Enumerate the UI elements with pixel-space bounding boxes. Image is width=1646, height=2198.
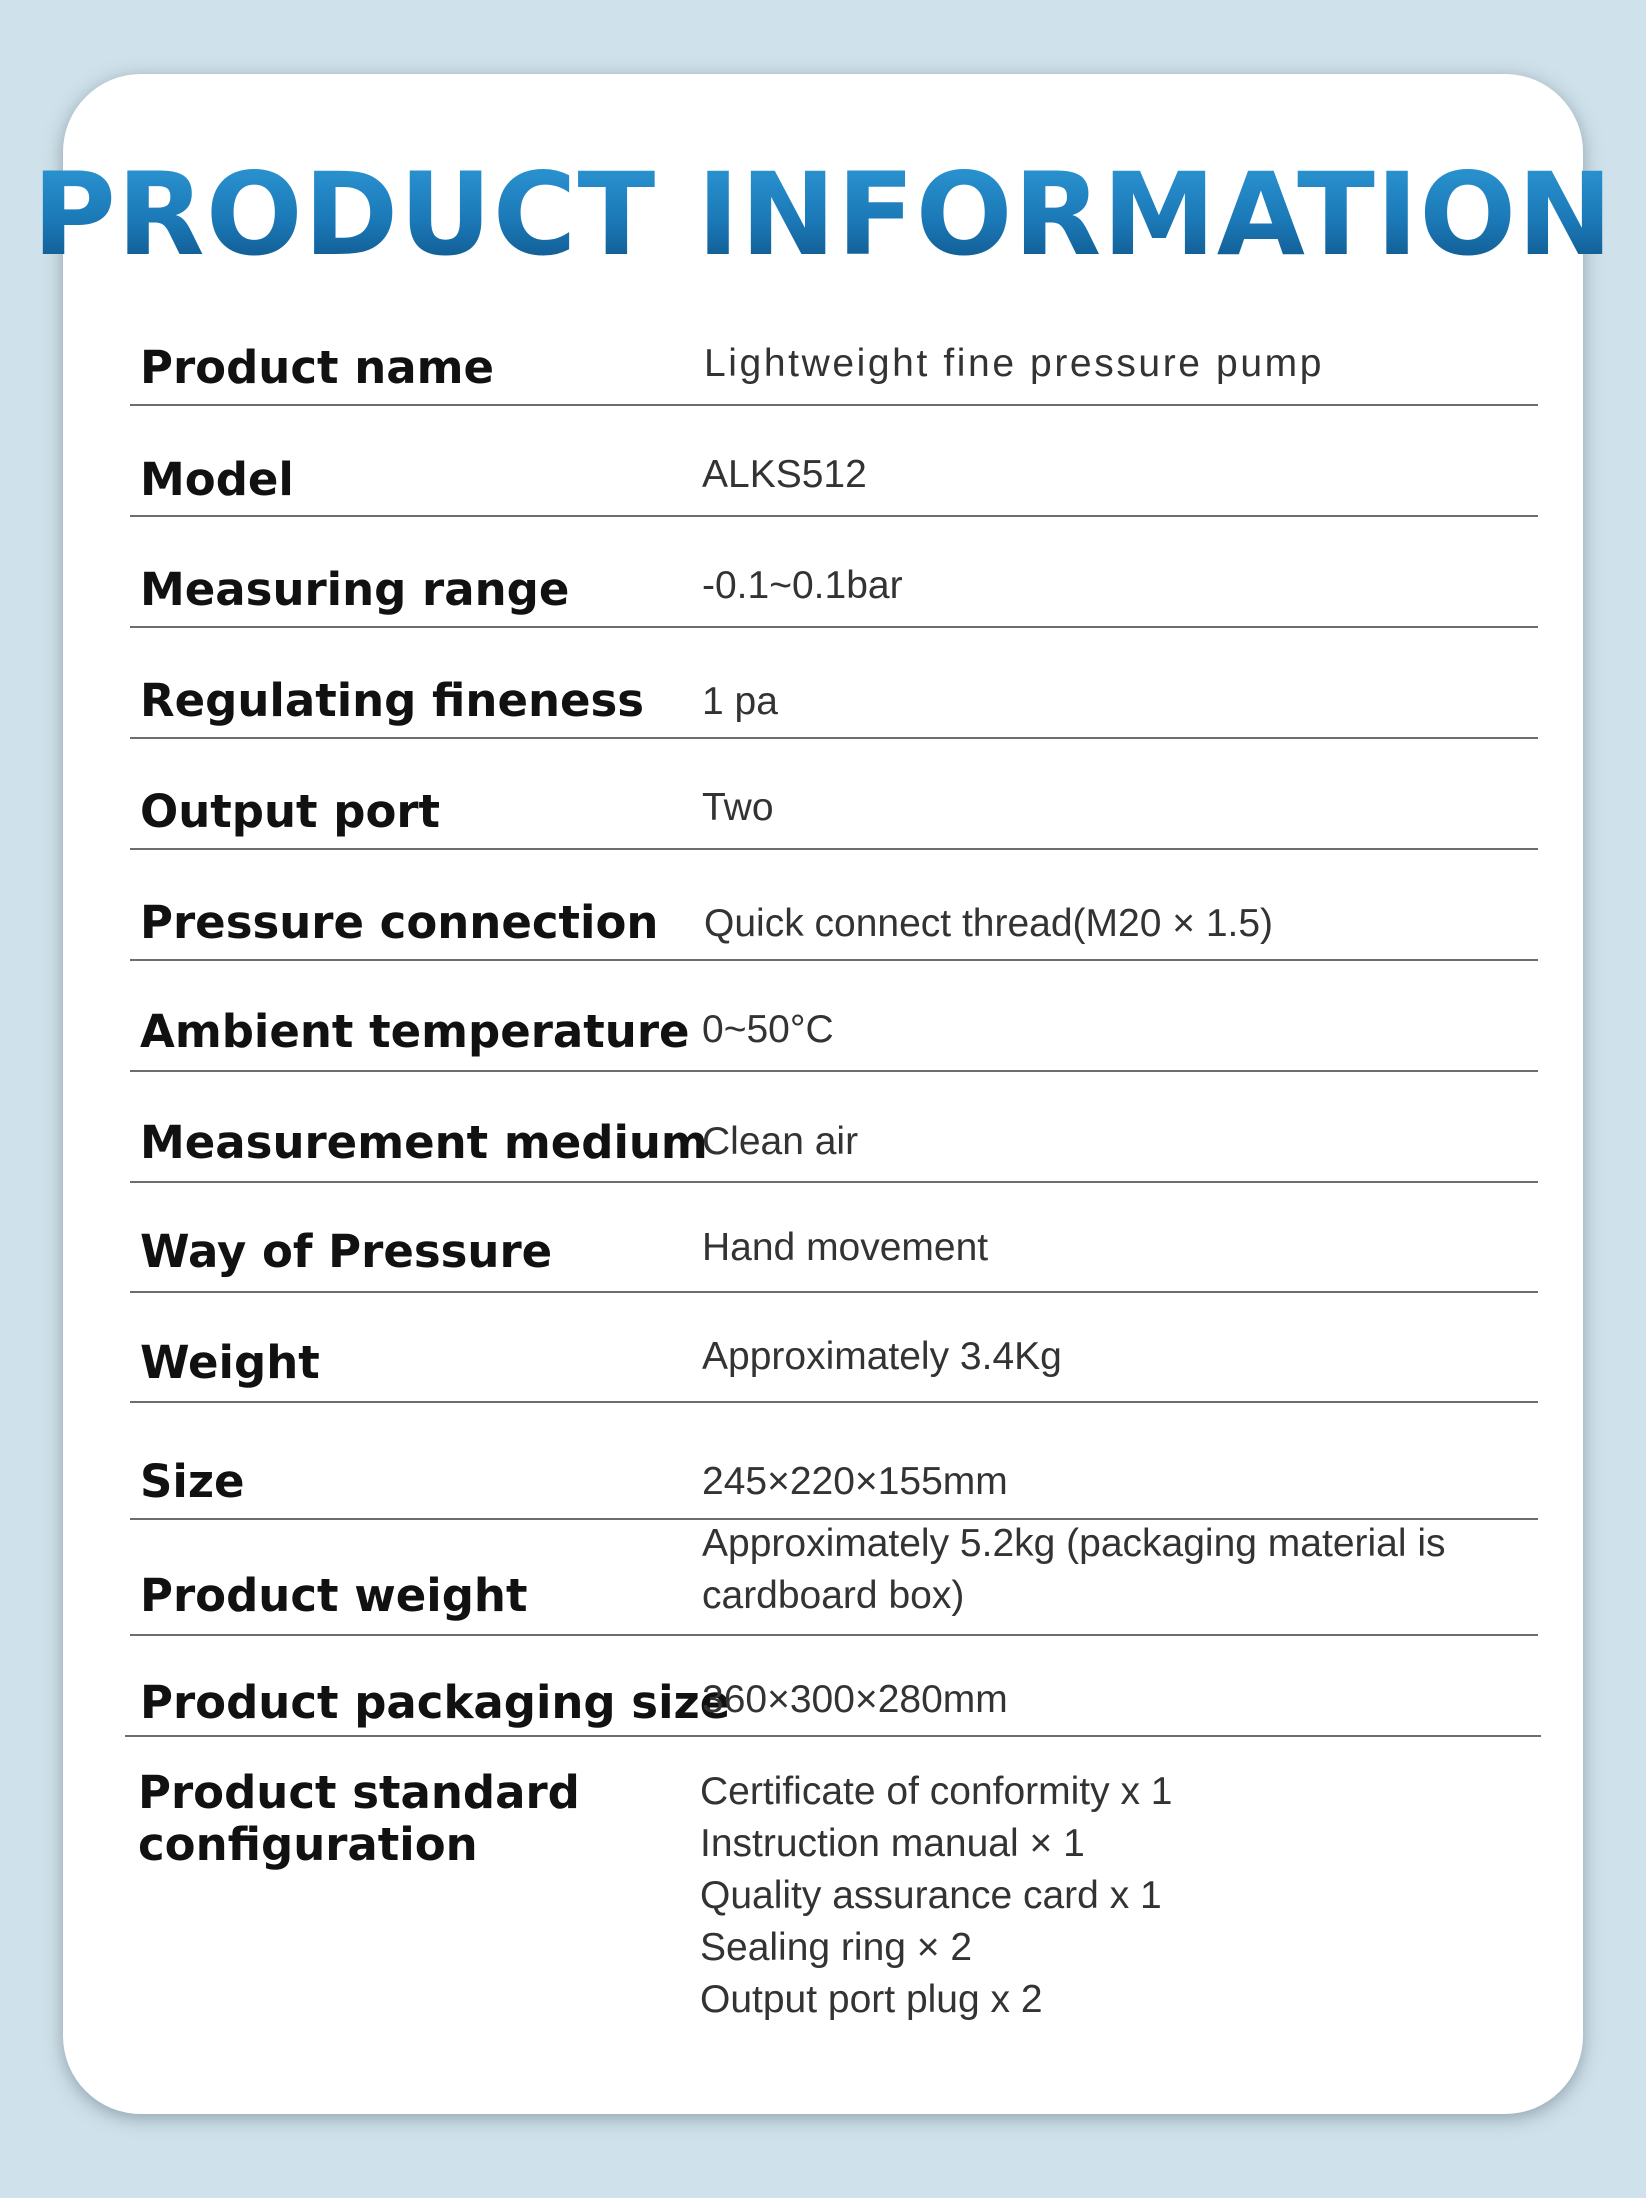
table-row-product-weight	[130, 1518, 1538, 1636]
table-row-ambient-temperature	[130, 959, 1538, 1072]
row-label: Ambient temperature	[140, 1005, 690, 1058]
list-item: Quality assurance card x 1	[700, 1874, 1162, 1917]
row-value: Hand movement	[702, 1226, 989, 1269]
row-label: Size	[140, 1455, 245, 1508]
row-value: 245×220×155mm	[702, 1460, 1008, 1503]
list-item: Sealing ring × 2	[700, 1926, 973, 1969]
row-label: Product weight	[140, 1569, 528, 1622]
row-label: Weight	[140, 1336, 320, 1389]
row-label: Model	[140, 453, 294, 506]
row-label: Product name	[140, 341, 495, 394]
table-row-size	[130, 1401, 1538, 1520]
table-row-weight	[130, 1291, 1538, 1403]
table-row-way-of-pressure	[130, 1181, 1538, 1293]
row-label: Product standard configuration	[138, 1766, 580, 1871]
row-value: 1 pa	[702, 680, 778, 723]
list-item: Output port plug x 2	[700, 1978, 1043, 2021]
row-label: Product packaging size	[140, 1676, 731, 1729]
row-value: Two	[702, 786, 774, 829]
row-label: Regulating fineness	[140, 674, 645, 727]
row-value: ALKS512	[702, 453, 867, 496]
page-title: PRODUCT INFORMATION	[0, 150, 1646, 280]
row-label: Way of Pressure	[140, 1225, 553, 1278]
row-value: 360×300×280mm	[702, 1678, 1008, 1721]
list-item: Certificate of conformity x 1	[700, 1770, 1173, 1813]
list-item: Instruction manual × 1	[700, 1822, 1085, 1865]
row-label: Measuring range	[140, 563, 570, 616]
row-value: 0~50°C	[702, 1008, 834, 1051]
table-row-regulating-fineness	[130, 626, 1538, 739]
row-label: Pressure connection	[140, 896, 659, 949]
table-row-product-packaging-size	[125, 1634, 1541, 1737]
table-row-product-name	[130, 330, 1538, 406]
table-row-measurement-medium	[130, 1070, 1538, 1183]
table-row-measuring-range	[130, 515, 1538, 628]
row-value: Clean air	[702, 1120, 859, 1163]
row-value: Lightweight fine pressure pump	[704, 342, 1324, 385]
table-row-pressure-connection	[130, 848, 1538, 961]
configuration-list	[700, 1766, 1173, 2026]
table-row-output-port	[130, 737, 1538, 850]
table-row-standard-configuration	[130, 1737, 1538, 2037]
row-value: Approximately 5.2kg (packaging material is cardboard box)	[702, 1522, 1446, 1617]
table-row-model	[130, 404, 1538, 517]
row-value: Quick connect thread(M20 × 1.5)	[704, 902, 1274, 945]
row-label: Measurement medium	[140, 1116, 708, 1169]
row-value: Approximately 3.4Kg	[702, 1335, 1062, 1378]
row-value: -0.1~0.1bar	[702, 564, 903, 607]
row-label: Output port	[140, 785, 441, 838]
